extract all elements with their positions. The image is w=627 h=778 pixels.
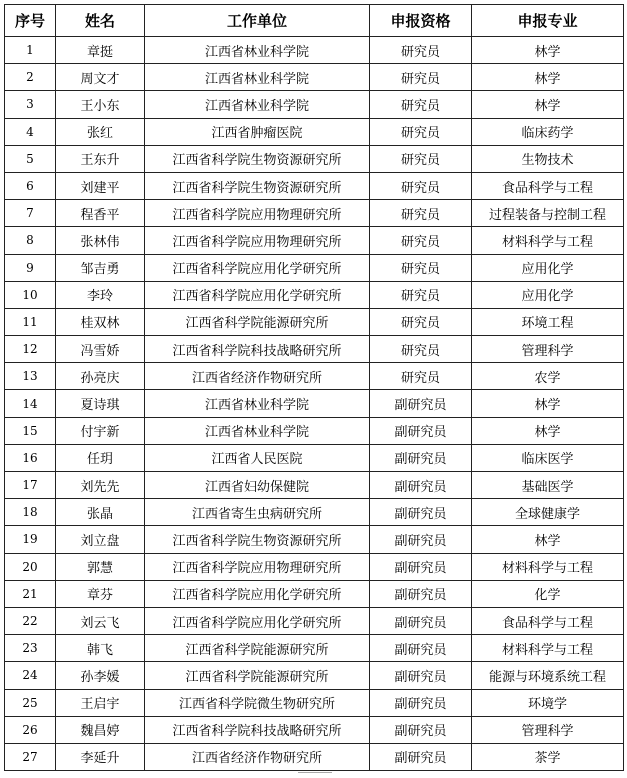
cell-qualification: 研究员 (370, 227, 472, 254)
cell-specialty: 化学 (472, 580, 624, 607)
header-index: 序号 (5, 5, 56, 37)
cell-index: 13 (5, 363, 56, 390)
cell-name: 夏诗琪 (56, 390, 145, 417)
cell-index: 10 (5, 281, 56, 308)
cell-workplace: 江西省林业科学院 (145, 37, 370, 64)
cell-name: 张晶 (56, 499, 145, 526)
table-row (5, 526, 624, 553)
cell-workplace: 江西省林业科学院 (145, 91, 370, 118)
cell-qualification: 副研究员 (370, 526, 472, 553)
cell-qualification: 副研究员 (370, 472, 472, 499)
cell-qualification: 研究员 (370, 37, 472, 64)
cell-name: 刘立盘 (56, 526, 145, 553)
cell-qualification: 研究员 (370, 118, 472, 145)
cell-qualification: 研究员 (370, 254, 472, 281)
table-row (5, 635, 624, 662)
cell-index: 14 (5, 390, 56, 417)
cell-name: 郭慧 (56, 553, 145, 580)
cell-workplace: 江西省科学院能源研究所 (145, 662, 370, 689)
cell-qualification: 研究员 (370, 363, 472, 390)
cell-index: 23 (5, 635, 56, 662)
cell-workplace: 江西省林业科学院 (145, 390, 370, 417)
cell-workplace: 江西省人民医院 (145, 444, 370, 471)
cell-specialty: 临床医学 (472, 444, 624, 471)
cell-name: 李玲 (56, 281, 145, 308)
table-row (5, 417, 624, 444)
cell-name: 冯雪娇 (56, 336, 145, 363)
cell-name: 韩飞 (56, 635, 145, 662)
table-row (5, 336, 624, 363)
cell-workplace: 江西省肿瘤医院 (145, 118, 370, 145)
cell-name: 桂双林 (56, 308, 145, 335)
cell-name: 刘云飞 (56, 607, 145, 634)
cell-index: 15 (5, 417, 56, 444)
cell-workplace: 江西省科学院微生物研究所 (145, 689, 370, 716)
table-row (5, 281, 624, 308)
table-row (5, 716, 624, 743)
cell-specialty: 管理科学 (472, 336, 624, 363)
cell-workplace: 江西省科学院生物资源研究所 (145, 145, 370, 172)
cell-specialty: 林学 (472, 526, 624, 553)
table-row (5, 254, 624, 281)
table-row (5, 172, 624, 199)
cell-index: 24 (5, 662, 56, 689)
cell-index: 6 (5, 172, 56, 199)
cell-index: 16 (5, 444, 56, 471)
cell-index: 20 (5, 553, 56, 580)
cell-index: 9 (5, 254, 56, 281)
cell-specialty: 食品科学与工程 (472, 172, 624, 199)
cell-workplace: 江西省林业科学院 (145, 417, 370, 444)
table-row (5, 499, 624, 526)
cell-workplace: 江西省妇幼保健院 (145, 472, 370, 499)
cell-name: 章挺 (56, 37, 145, 64)
cell-name: 魏昌婷 (56, 716, 145, 743)
cell-qualification: 副研究员 (370, 553, 472, 580)
cell-specialty: 材料科学与工程 (472, 227, 624, 254)
cell-workplace: 江西省科学院生物资源研究所 (145, 526, 370, 553)
cell-index: 8 (5, 227, 56, 254)
cell-index: 18 (5, 499, 56, 526)
cell-name: 李延升 (56, 743, 145, 770)
cell-specialty: 生物技术 (472, 145, 624, 172)
cell-name: 孙亮庆 (56, 363, 145, 390)
cell-specialty: 材料科学与工程 (472, 553, 624, 580)
cell-name: 张林伟 (56, 227, 145, 254)
cell-index: 1 (5, 37, 56, 64)
table-row (5, 390, 624, 417)
header-name: 姓名 (56, 5, 145, 37)
cell-qualification: 研究员 (370, 281, 472, 308)
table-row (5, 607, 624, 634)
table-row (5, 689, 624, 716)
cell-workplace: 江西省林业科学院 (145, 64, 370, 91)
cell-index: 22 (5, 607, 56, 634)
cell-index: 3 (5, 91, 56, 118)
cell-name: 王东升 (56, 145, 145, 172)
cell-name: 付宇新 (56, 417, 145, 444)
cell-specialty: 应用化学 (472, 254, 624, 281)
cell-workplace: 江西省科学院科技战略研究所 (145, 716, 370, 743)
table-row (5, 64, 624, 91)
table-row (5, 145, 624, 172)
cell-name: 章芬 (56, 580, 145, 607)
cell-qualification: 研究员 (370, 200, 472, 227)
cell-specialty: 材料科学与工程 (472, 635, 624, 662)
cell-qualification: 研究员 (370, 308, 472, 335)
cell-workplace: 江西省科学院能源研究所 (145, 308, 370, 335)
table-row (5, 227, 624, 254)
cell-specialty: 环境工程 (472, 308, 624, 335)
table-row (5, 37, 624, 64)
table-row (5, 363, 624, 390)
cell-specialty: 基础医学 (472, 472, 624, 499)
cell-index: 5 (5, 145, 56, 172)
cell-workplace: 江西省科学院应用化学研究所 (145, 254, 370, 281)
cell-workplace: 江西省科学院应用物理研究所 (145, 553, 370, 580)
cell-qualification: 研究员 (370, 91, 472, 118)
cell-index: 12 (5, 336, 56, 363)
cell-name: 刘建平 (56, 172, 145, 199)
table-row (5, 580, 624, 607)
cell-specialty: 林学 (472, 37, 624, 64)
cell-name: 张红 (56, 118, 145, 145)
cell-workplace: 江西省科学院应用物理研究所 (145, 200, 370, 227)
cell-qualification: 研究员 (370, 336, 472, 363)
cell-workplace: 江西省科学院应用物理研究所 (145, 227, 370, 254)
cell-qualification: 副研究员 (370, 689, 472, 716)
table-row (5, 118, 624, 145)
cell-qualification: 副研究员 (370, 580, 472, 607)
cell-qualification: 副研究员 (370, 444, 472, 471)
page-bottom-mark (298, 772, 332, 774)
header-specialty: 申报专业 (472, 5, 624, 37)
cell-specialty: 农学 (472, 363, 624, 390)
cell-name: 王启宇 (56, 689, 145, 716)
cell-workplace: 江西省寄生虫病研究所 (145, 499, 370, 526)
cell-qualification: 研究员 (370, 64, 472, 91)
cell-qualification: 副研究员 (370, 607, 472, 634)
cell-specialty: 林学 (472, 64, 624, 91)
cell-name: 程香平 (56, 200, 145, 227)
cell-specialty: 食品科学与工程 (472, 607, 624, 634)
cell-name: 邹吉勇 (56, 254, 145, 281)
table-row (5, 662, 624, 689)
cell-name: 孙李媛 (56, 662, 145, 689)
header-workplace: 工作单位 (145, 5, 370, 37)
cell-qualification: 研究员 (370, 145, 472, 172)
header-qualification: 申报资格 (370, 5, 472, 37)
cell-specialty: 临床药学 (472, 118, 624, 145)
cell-specialty: 林学 (472, 91, 624, 118)
cell-index: 2 (5, 64, 56, 91)
cell-workplace: 江西省科学院应用化学研究所 (145, 281, 370, 308)
cell-qualification: 副研究员 (370, 743, 472, 770)
cell-index: 19 (5, 526, 56, 553)
cell-specialty: 林学 (472, 390, 624, 417)
cell-specialty: 全球健康学 (472, 499, 624, 526)
cell-workplace: 江西省科学院生物资源研究所 (145, 172, 370, 199)
cell-workplace: 江西省经济作物研究所 (145, 363, 370, 390)
table-row (5, 308, 624, 335)
cell-specialty: 应用化学 (472, 281, 624, 308)
cell-name: 刘先先 (56, 472, 145, 499)
cell-name: 周文才 (56, 64, 145, 91)
cell-qualification: 副研究员 (370, 417, 472, 444)
cell-index: 25 (5, 689, 56, 716)
cell-name: 任玥 (56, 444, 145, 471)
cell-specialty: 管理科学 (472, 716, 624, 743)
cell-index: 27 (5, 743, 56, 770)
table-header-row (5, 5, 624, 37)
cell-workplace: 江西省科学院应用化学研究所 (145, 607, 370, 634)
cell-qualification: 副研究员 (370, 635, 472, 662)
table-row (5, 444, 624, 471)
cell-index: 17 (5, 472, 56, 499)
cell-specialty: 茶学 (472, 743, 624, 770)
applicant-table (4, 4, 624, 771)
table-row (5, 743, 624, 770)
cell-specialty: 能源与环境系统工程 (472, 662, 624, 689)
table-row (5, 553, 624, 580)
cell-index: 26 (5, 716, 56, 743)
cell-specialty: 环境学 (472, 689, 624, 716)
cell-qualification: 副研究员 (370, 662, 472, 689)
cell-index: 11 (5, 308, 56, 335)
cell-qualification: 研究员 (370, 172, 472, 199)
cell-index: 4 (5, 118, 56, 145)
cell-name: 王小东 (56, 91, 145, 118)
cell-workplace: 江西省科学院应用化学研究所 (145, 580, 370, 607)
table-row (5, 472, 624, 499)
cell-specialty: 过程装备与控制工程 (472, 200, 624, 227)
cell-specialty: 林学 (472, 417, 624, 444)
cell-qualification: 副研究员 (370, 716, 472, 743)
cell-index: 7 (5, 200, 56, 227)
table-row (5, 91, 624, 118)
cell-qualification: 副研究员 (370, 390, 472, 417)
cell-workplace: 江西省科学院科技战略研究所 (145, 336, 370, 363)
cell-qualification: 副研究员 (370, 499, 472, 526)
cell-index: 21 (5, 580, 56, 607)
cell-workplace: 江西省科学院能源研究所 (145, 635, 370, 662)
table-row (5, 200, 624, 227)
cell-workplace: 江西省经济作物研究所 (145, 743, 370, 770)
